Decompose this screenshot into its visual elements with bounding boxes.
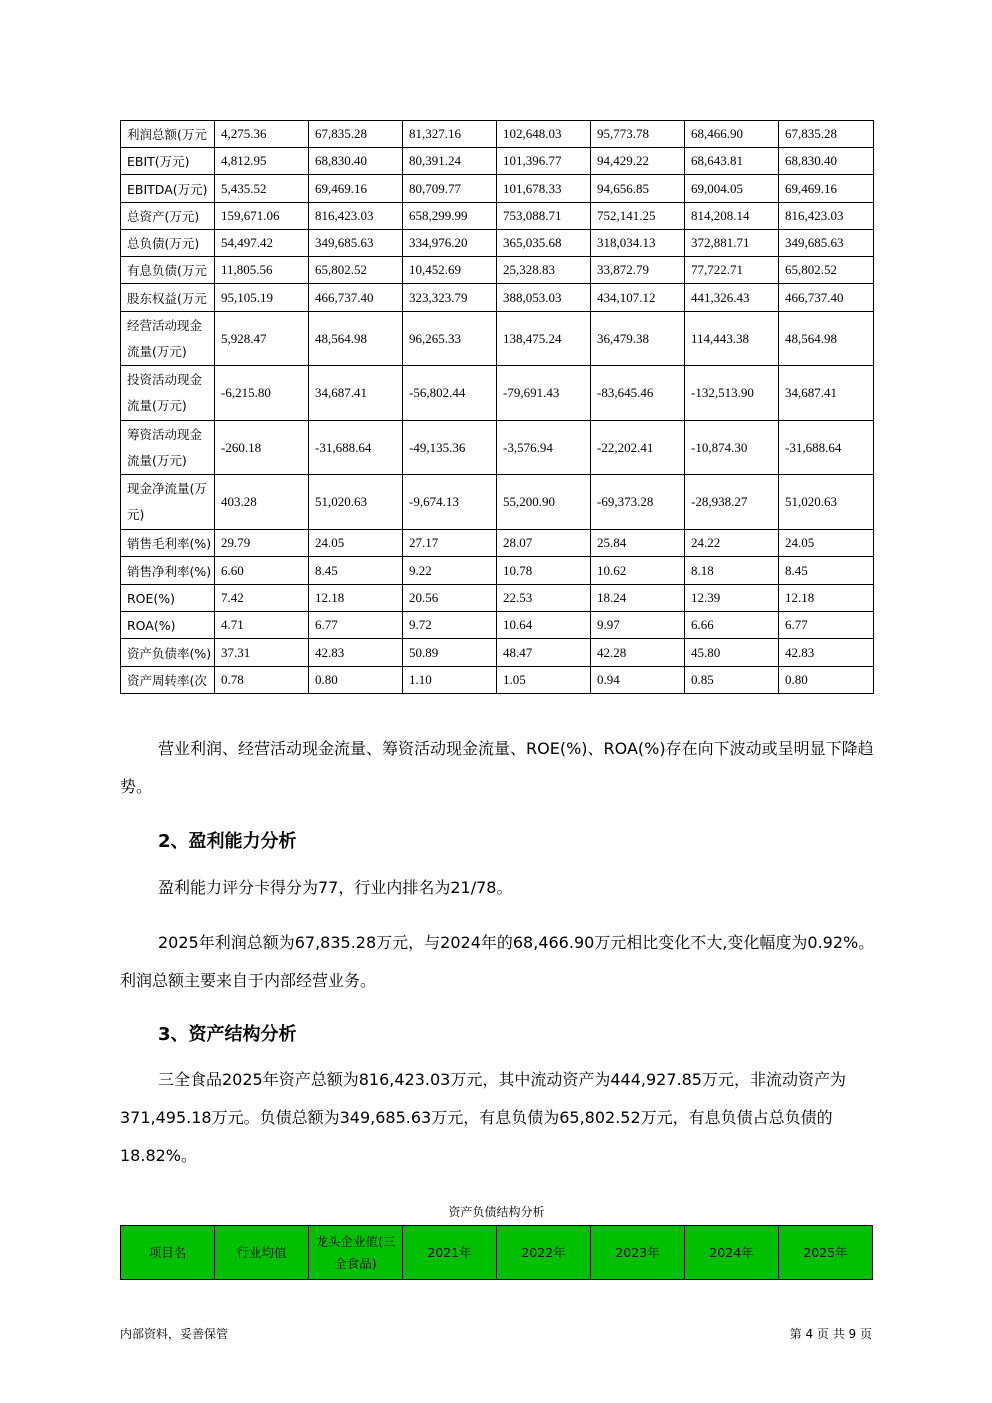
table-cell: -28,938.27 <box>685 475 779 530</box>
table-row <box>121 557 874 585</box>
table-cell: 68,830.40 <box>779 148 874 175</box>
table-row <box>121 667 874 694</box>
table-cell: 45.80 <box>685 639 779 667</box>
table-cell: 96,265.33 <box>403 312 497 366</box>
table-cell: 48.47 <box>497 639 591 667</box>
row-label: 利润总额(万元 <box>121 121 215 148</box>
table-cell: 466,737.40 <box>779 284 874 312</box>
row-label: 销售毛利率(%) <box>121 530 215 557</box>
table-cell: 372,881.71 <box>685 230 779 257</box>
table-row <box>121 148 874 175</box>
table-cell: -31,688.64 <box>779 421 874 475</box>
table-cell: 65,802.52 <box>779 257 874 284</box>
table-cell: 69,469.16 <box>309 175 403 203</box>
table-cell: 12.18 <box>309 585 403 612</box>
table-cell: -83,645.46 <box>591 366 685 421</box>
table-cell: 101,396.77 <box>497 148 591 175</box>
table-cell: 10,452.69 <box>403 257 497 284</box>
table-cell: 101,678.33 <box>497 175 591 203</box>
table-cell: -6,215.80 <box>215 366 309 421</box>
table-cell: 27.17 <box>403 530 497 557</box>
table-row <box>121 366 874 421</box>
table-cell: -69,373.28 <box>591 475 685 530</box>
row-label: 资产周转率(次 <box>121 667 215 694</box>
table-cell: 5,435.52 <box>215 175 309 203</box>
table-row <box>121 585 874 612</box>
table-cell: 37.31 <box>215 639 309 667</box>
table-cell: 95,105.19 <box>215 284 309 312</box>
table-row <box>121 257 874 284</box>
table-cell: -10,874.30 <box>685 421 779 475</box>
table-cell: 138,475.24 <box>497 312 591 366</box>
table-cell: 34,687.41 <box>309 366 403 421</box>
row-label: 资产负债率(%) <box>121 639 215 667</box>
table-cell: -31,688.64 <box>309 421 403 475</box>
table-cell: 349,685.63 <box>309 230 403 257</box>
table-cell: 6.66 <box>685 612 779 639</box>
table-cell: 434,107.12 <box>591 284 685 312</box>
table-cell: 6.77 <box>309 612 403 639</box>
table-cell: 50.89 <box>403 639 497 667</box>
table-cell: 42.83 <box>779 639 874 667</box>
table-cell: 0.94 <box>591 667 685 694</box>
table-cell: 5,928.47 <box>215 312 309 366</box>
table-cell: 11,805.56 <box>215 257 309 284</box>
table-cell: 54,497.42 <box>215 230 309 257</box>
footer-confidential-note: 内部资料，妥善保管 <box>120 1327 229 1341</box>
header-year-2021: 2021年 <box>403 1226 497 1280</box>
table-cell: 318,034.13 <box>591 230 685 257</box>
table-cell: 6.77 <box>779 612 874 639</box>
table-cell: -22,202.41 <box>591 421 685 475</box>
table-cell: 9.22 <box>403 557 497 585</box>
table-cell: 24.22 <box>685 530 779 557</box>
table-cell: -132,513.90 <box>685 366 779 421</box>
table-cell: 20.56 <box>403 585 497 612</box>
table-cell: 388,053.03 <box>497 284 591 312</box>
table-cell: -79,691.43 <box>497 366 591 421</box>
asset-structure-heading: 3、资产结构分析 <box>158 1024 297 1045</box>
asset-structure-paragraph: 三全食品2025年资产总额为816,423.03万元，其中流动资产为444,927.85万元，非流动资产为371,495.18万元。负债总额为349,685.63万元，有息负债为65,802.52万元，有息负债占总负债的18.82%。 <box>120 1070 846 1165</box>
table-cell: 34,687.41 <box>779 366 874 421</box>
table-cell: -49,135.36 <box>403 421 497 475</box>
table-cell: 10.78 <box>497 557 591 585</box>
table-cell: 25.84 <box>591 530 685 557</box>
table-cell: 814,208.14 <box>685 203 779 230</box>
table-cell: 323,323.79 <box>403 284 497 312</box>
table-cell: 67,835.28 <box>309 121 403 148</box>
header-year-2025: 2025年 <box>779 1226 873 1280</box>
table-cell: 42.83 <box>309 639 403 667</box>
table-cell: 658,299.99 <box>403 203 497 230</box>
table-cell: 69,004.05 <box>685 175 779 203</box>
table-cell: 69,469.16 <box>779 175 874 203</box>
table-row <box>121 612 874 639</box>
table-cell: 24.05 <box>779 530 874 557</box>
balance-table-header-row <box>121 1226 873 1280</box>
table-cell: 24.05 <box>309 530 403 557</box>
row-label: 经营活动现金流量(万元) <box>121 312 215 366</box>
table-cell: 68,466.90 <box>685 121 779 148</box>
table-cell: 18.24 <box>591 585 685 612</box>
table-cell: -56,802.44 <box>403 366 497 421</box>
table-cell: 6.60 <box>215 557 309 585</box>
table-row <box>121 121 874 148</box>
table-cell: 816,423.03 <box>309 203 403 230</box>
table-cell: 752,141.25 <box>591 203 685 230</box>
row-label: 总资产(万元) <box>121 203 215 230</box>
table-cell: 4,275.36 <box>215 121 309 148</box>
row-label: EBIT(万元) <box>121 148 215 175</box>
table-cell: 102,648.03 <box>497 121 591 148</box>
table-cell: 67,835.28 <box>779 121 874 148</box>
table-cell: 8.45 <box>309 557 403 585</box>
table-cell: 8.45 <box>779 557 874 585</box>
header-item-name: 项目名 <box>121 1226 215 1280</box>
table-cell: 48,564.98 <box>309 312 403 366</box>
table-cell: 22.53 <box>497 585 591 612</box>
row-label: 投资活动现金流量(万元) <box>121 366 215 421</box>
table-cell: 94,429.22 <box>591 148 685 175</box>
row-label: ROE(%) <box>121 585 215 612</box>
balance-structure-table <box>120 1225 873 1280</box>
row-label: EBITDA(万元) <box>121 175 215 203</box>
table-cell: 68,830.40 <box>309 148 403 175</box>
table-cell: 159,671.06 <box>215 203 309 230</box>
table-cell: 334,976.20 <box>403 230 497 257</box>
table-cell: 80,709.77 <box>403 175 497 203</box>
table-cell: 10.64 <box>497 612 591 639</box>
table-cell: 1.10 <box>403 667 497 694</box>
table-cell: 114,443.38 <box>685 312 779 366</box>
table-cell: 94,656.85 <box>591 175 685 203</box>
table-cell: 48,564.98 <box>779 312 874 366</box>
table-cell: 365,035.68 <box>497 230 591 257</box>
table-cell: 349,685.63 <box>779 230 874 257</box>
row-label: 有息负债(万元 <box>121 257 215 284</box>
row-label: ROA(%) <box>121 612 215 639</box>
table-cell: -3,576.94 <box>497 421 591 475</box>
table-cell: 80,391.24 <box>403 148 497 175</box>
table-row <box>121 421 874 475</box>
balance-table-caption: 资产负债结构分析 <box>448 1205 545 1219</box>
profit-analysis-heading: 2、盈利能力分析 <box>158 831 297 852</box>
table-row <box>121 284 874 312</box>
table-cell: 9.72 <box>403 612 497 639</box>
table-cell: 816,423.03 <box>779 203 874 230</box>
table-cell: 9.97 <box>591 612 685 639</box>
table-cell: -260.18 <box>215 421 309 475</box>
table-cell: 29.79 <box>215 530 309 557</box>
footer-page-number: 第 4 页 共 9 页 <box>789 1327 872 1341</box>
table-cell: 466,737.40 <box>309 284 403 312</box>
table-cell: 42.28 <box>591 639 685 667</box>
table-cell: 12.18 <box>779 585 874 612</box>
table-cell: 65,802.52 <box>309 257 403 284</box>
table-cell: 95,773.78 <box>591 121 685 148</box>
table-row <box>121 530 874 557</box>
table-cell: 25,328.83 <box>497 257 591 284</box>
table-row <box>121 230 874 257</box>
profit-score-paragraph: 盈利能力评分卡得分为77，行业内排名为21/78。 <box>158 878 513 897</box>
table-cell: 7.42 <box>215 585 309 612</box>
table-cell: 28.07 <box>497 530 591 557</box>
row-label: 股东权益(万元 <box>121 284 215 312</box>
header-industry-average: 行业均值 <box>215 1226 309 1280</box>
table-cell: 753,088.71 <box>497 203 591 230</box>
table-cell: 68,643.81 <box>685 148 779 175</box>
table-cell: 51,020.63 <box>309 475 403 530</box>
header-year-2023: 2023年 <box>591 1226 685 1280</box>
header-year-2022: 2022年 <box>497 1226 591 1280</box>
row-label: 筹资活动现金流量(万元) <box>121 421 215 475</box>
table-cell: 0.78 <box>215 667 309 694</box>
row-label: 总负债(万元) <box>121 230 215 257</box>
profit-detail-paragraph: 2025年利润总额为67,835.28万元，与2024年的68,466.90万元相比变化不大,变化幅度为0.92%。利润总额主要来自于内部经营业务。 <box>120 933 875 990</box>
table-row <box>121 175 874 203</box>
table-cell: 4.71 <box>215 612 309 639</box>
table-cell: 0.85 <box>685 667 779 694</box>
table-cell: 36,479.38 <box>591 312 685 366</box>
table-cell: 0.80 <box>309 667 403 694</box>
table-row <box>121 203 874 230</box>
table-cell: 403.28 <box>215 475 309 530</box>
header-leader-value: 龙头企业值(三全食品) <box>309 1226 403 1280</box>
header-year-2024: 2024年 <box>685 1226 779 1280</box>
table-cell: 51,020.63 <box>779 475 874 530</box>
table-cell: 12.39 <box>685 585 779 612</box>
row-label: 现金净流量(万元) <box>121 475 215 530</box>
row-label: 销售净利率(%) <box>121 557 215 585</box>
table-cell: -9,674.13 <box>403 475 497 530</box>
table-cell: 0.80 <box>779 667 874 694</box>
trend-note-paragraph: 营业利润、经营活动现金流量、筹资活动现金流量、ROE(%)、ROA(%)存在向下波动或呈明显下降趋势。 <box>120 739 874 796</box>
table-row <box>121 639 874 667</box>
table-cell: 55,200.90 <box>497 475 591 530</box>
table-cell: 1.05 <box>497 667 591 694</box>
table-cell: 10.62 <box>591 557 685 585</box>
table-cell: 81,327.16 <box>403 121 497 148</box>
table-cell: 8.18 <box>685 557 779 585</box>
table-cell: 77,722.71 <box>685 257 779 284</box>
financial-metrics-table <box>120 120 874 694</box>
table-row <box>121 312 874 366</box>
table-cell: 33,872.79 <box>591 257 685 284</box>
table-cell: 4,812.95 <box>215 148 309 175</box>
table-row <box>121 475 874 530</box>
table-cell: 441,326.43 <box>685 284 779 312</box>
